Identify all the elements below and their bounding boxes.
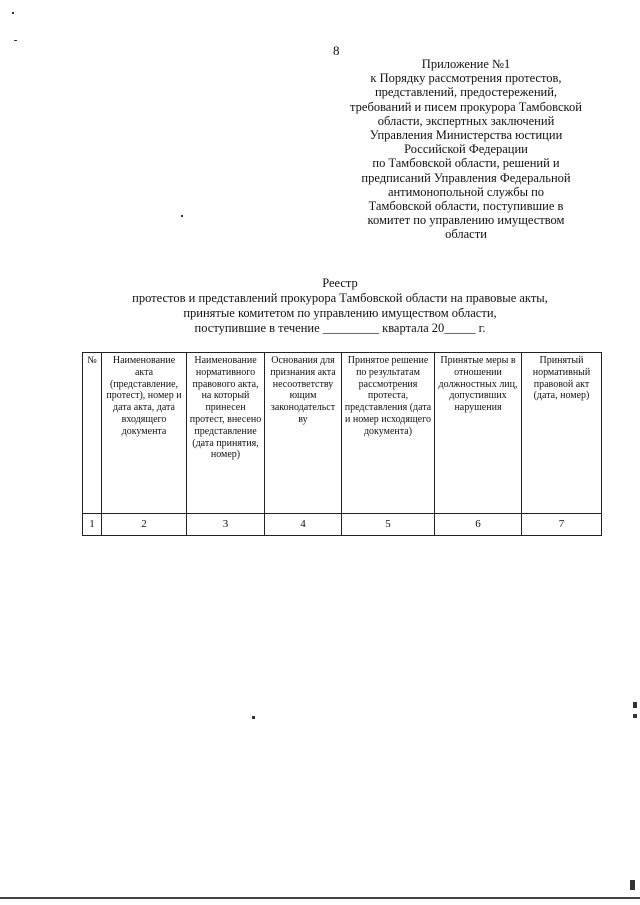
table-cell: 5 [342,514,435,536]
appendix-line: области [445,227,487,242]
scan-speck [633,714,637,718]
column-header-decision: Принятое решение по результатам рассмотрения протеста, представления (дата и номер исходящего документа) [342,353,435,514]
column-header-act-name: Наименование акта (представление, протест), номер и дата акта, дата входящего документа [102,353,187,514]
registry-subtitle-line: принятые комитетом по управлению имуществом области, [183,306,497,320]
appendix-line: антимонопольной службы по [387,184,545,199]
scan-speck [252,716,255,719]
scan-edge-line [0,897,640,899]
registry-heading [90,276,590,336]
scan-speck [12,12,14,14]
table-row [83,514,602,536]
registry-title: Реестр [322,276,358,290]
table-cell: 3 [187,514,265,536]
column-header-number: № [83,353,102,514]
appendix-line: области, экспертных заключений [377,113,555,128]
appendix-line: по Тамбовской области, решений и [372,156,560,171]
registry-subtitle-line: протестов и представлений прокурора Тамбовской области на правовые акты, [132,291,548,305]
table-cell: 1 [83,514,102,536]
scan-speck [14,40,17,41]
table-cell: 4 [265,514,342,536]
table-header-row [83,353,602,514]
appendix-line: представлений, предостережений, [374,85,558,100]
scan-speck [633,702,637,708]
appendix-header [338,57,594,242]
table-cell: 7 [522,514,602,536]
registry-subtitle-line: поступившие в течение _________ квартала 20_____ г. [194,321,486,335]
column-header-grounds: Основания для признания акта несоответству ющим законодательст ву [265,353,342,514]
scan-speck [181,215,183,217]
table-cell: 2 [102,514,187,536]
scan-speck [630,880,635,890]
column-header-adopted-act: Принятый нормативный правовой акт (дата, номер) [522,353,602,514]
appendix-line: предписаний Управления Федеральной [361,170,571,185]
appendix-line: требований и писем прокурора Тамбовской [350,99,582,114]
page-number: 8 [333,43,340,58]
appendix-line: Приложение №1 [421,57,511,71]
appendix-line: комитет по управлению имуществом [367,213,565,228]
appendix-line: к Порядку рассмотрения протестов, [370,71,562,86]
appendix-line: Российской Федерации [404,142,528,157]
column-header-measures: Принятые меры в отношении должностных лиц, допустивших нарушения [435,353,522,514]
table-cell: 6 [435,514,522,536]
column-header-normative-act: Наименование нормативного правового акта, на который принесен протест, внесено представление (дата принятия, номер) [187,353,265,514]
registry-table [82,352,602,536]
appendix-line: Тамбовской области, поступившие в [368,199,564,214]
appendix-line: Управления Министерства юстиции [369,128,563,143]
